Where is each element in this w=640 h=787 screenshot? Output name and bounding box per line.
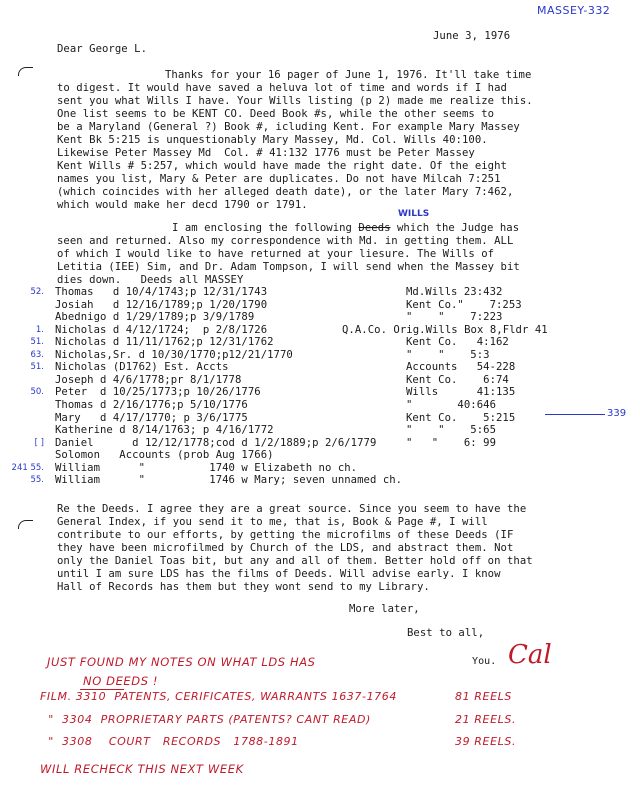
- film-reel-count: 81 REELS: [455, 690, 512, 703]
- record-reference: Kent Co. 6:74: [406, 374, 509, 386]
- handwritten-note-line: JUST FOUND MY NOTES ON WHAT LDS HAS: [47, 655, 316, 669]
- record-reference: Wills 41:135: [406, 386, 516, 398]
- record-margin-number: 241 55.: [11, 463, 44, 473]
- para2-line: Letitia (IEE) Sim, and Dr. Adam Tompson, I will send when the Massey bit: [57, 261, 520, 273]
- para1-line: be a Maryland (General ?) Book #, icluding Kent. For example Mary Massey: [57, 121, 520, 133]
- film-entry: FILM. 3310 PATENTS, CERIFICATES, WARRANTS 1637-1764: [40, 690, 397, 703]
- film-entry: " 3304 PROPRIETARY PARTS (PATENTS? CANT READ): [40, 713, 371, 726]
- record-entry: Nicholas,Sr. d 10/30/1770;p12/21/1770: [55, 349, 293, 361]
- record-entry: Joseph d 4/6/1778;pr 8/1/1778: [55, 374, 242, 386]
- para1-line: (which coincides with her alleged death date), or the later Mary 7:462,: [57, 186, 514, 198]
- record-entry: Thomas d 10/4/1743;p 12/31/1743: [55, 286, 268, 298]
- para2-line: seen and returned. Also my correspondence with Md. in getting them. ALL: [57, 235, 514, 247]
- record-reference: Kent Co." 7:253: [406, 299, 522, 311]
- record-margin-number: 63.: [30, 350, 44, 360]
- film-entry: " 3308 COURT RECORDS 1788-1891: [40, 735, 299, 748]
- para1-line: Kent Wills # 5:257, which would have made the right date. Of the eight: [57, 160, 507, 172]
- para1-line: Kent Bk 5:215 is unquestionably Mary Massey, Md. Col. Wills 40:100.: [57, 134, 488, 146]
- record-entry: Thomas d 2/16/1776;p 5/10/1776: [55, 399, 248, 411]
- closing-more-later: More later,: [349, 603, 420, 615]
- record-entry: Solomon Accounts (prob Aug 1766): [55, 449, 274, 461]
- record-entry: Nicholas d 4/12/1724; p 2/8/1726: [55, 324, 268, 336]
- para2-text: which the Judge has: [390, 222, 520, 234]
- record-reference: " " 7:223: [406, 311, 503, 323]
- handwritten-insert-wills: WILLS: [398, 209, 430, 219]
- file-reference: MASSEY-332: [537, 4, 611, 17]
- para1-line: which would make her decd 1790 or 1791.: [57, 199, 308, 211]
- record-entry: Abednigo d 1/29/1789;p 3/9/1789: [55, 311, 255, 323]
- film-reel-count: 21 REELS.: [455, 713, 517, 726]
- para1-line: names you list, Mary & Peter are duplicates. Do not have Milcah 7:251: [57, 173, 501, 185]
- record-reference: " " 6: 99: [406, 437, 496, 449]
- record-entry: William " 1746 w Mary; seven unnamed ch.: [55, 474, 403, 486]
- record-entry: Nicholas (D1762) Est. Accts: [55, 361, 229, 373]
- record-margin-number: 52.: [30, 287, 44, 297]
- para2-line: dies down. Deeds all MASSEY: [57, 274, 244, 286]
- record-reference: Kent Co. 4:162: [406, 336, 509, 348]
- para3-line: Re the Deeds. I agree they are a great source. Since you seem to have the: [57, 503, 527, 515]
- record-entry: Daniel d 12/12/1778;cod d 1/2/1889;p 2/6/1779: [55, 437, 377, 449]
- para1-line: Likewise Peter Massey Md Col. # 41:132 1776 must be Peter Massey: [57, 147, 475, 159]
- para2-line: of which I would like to have returned at your liesure. The Wills of: [57, 248, 495, 260]
- para3-line: General Index, if you send it to me, that is, Book & Page #, I will: [57, 516, 488, 528]
- para1-line: Thanks for your 16 pager of June 1, 1976. It'll take time: [165, 69, 532, 81]
- para1-line: One list seems to be KENT CO. Deed Book #s, while the other seems to: [57, 108, 495, 120]
- margin-note: 339: [607, 408, 627, 419]
- record-entry: Katherine d 8/14/1763; p 4/16/1772: [55, 424, 274, 436]
- margin-note-line: [545, 414, 605, 415]
- record-entry: Nicholas d 11/11/1762;p 12/31/1762: [55, 336, 274, 348]
- record-reference: Kent Co. 5:215: [406, 412, 516, 424]
- record-reference: Q.A.Co. Orig.Wills Box 8,Fldr 41: [342, 324, 548, 336]
- record-entry: Peter d 10/25/1773;p 10/26/1776: [55, 386, 261, 398]
- signature: Cal: [508, 640, 552, 670]
- margin-mark: [18, 520, 33, 529]
- record-margin-number: 51.: [30, 362, 44, 372]
- para3-line: contribute to our efforts, by getting the microfilms of these Deeds (IF: [57, 529, 514, 541]
- record-margin-number: 55.: [30, 475, 44, 485]
- record-entry: Mary d 4/17/1770; p 3/6/1775: [55, 412, 248, 424]
- record-reference: " " 5:65: [406, 424, 496, 436]
- closing-regards: Best to all,: [407, 627, 485, 639]
- margin-mark: [18, 67, 33, 76]
- para2-text: I am enclosing the following: [172, 222, 359, 234]
- para3-line: until I am sure LDS has the films of Deeds. Will advise early. I know: [57, 568, 501, 580]
- struck-word: Deeds: [358, 222, 391, 234]
- record-margin-number: [ ]: [34, 438, 44, 448]
- record-margin-number: 51.: [30, 337, 44, 347]
- para2-line-first: [172, 222, 519, 235]
- record-margin-number: 50.: [30, 387, 44, 397]
- para3-line: Hall of Records has them but they wont send to my Library.: [57, 581, 430, 593]
- handwritten-note-footer: WILL RECHECK THIS NEXT WEEK: [40, 762, 244, 776]
- handwritten-note-line: NO DEEDS !: [83, 674, 159, 688]
- letter-date: June 3, 1976: [433, 30, 511, 42]
- film-reel-count: 39 REELS.: [455, 735, 517, 748]
- para1-line: sent you what Wills I have. Your Wills listing (p 2) made me realize this.: [57, 95, 533, 107]
- record-reference: " " 5:3: [406, 349, 490, 361]
- record-entry: William " 1740 w Elizabeth no ch.: [55, 462, 358, 474]
- salutation: Dear George L.: [57, 43, 147, 55]
- closing-yours: You.: [472, 656, 497, 667]
- record-reference: Md.Wills 23:432: [406, 286, 503, 298]
- record-reference: Accounts 54-228: [406, 361, 516, 373]
- record-entry: Josiah d 12/16/1789;p 1/20/1790: [55, 299, 268, 311]
- para3-line: they have been microfilmed by Church of the LDS, and abstract them. Not: [57, 542, 514, 554]
- para1-line: to digest. It would have saved a heluva lot of time and words if I had: [57, 82, 507, 94]
- para3-line: only the Daniel Toas bit, but any and all of them. Better hold off on that: [57, 555, 533, 567]
- record-reference: " 40:646: [406, 399, 496, 411]
- record-margin-number: 1.: [35, 325, 44, 335]
